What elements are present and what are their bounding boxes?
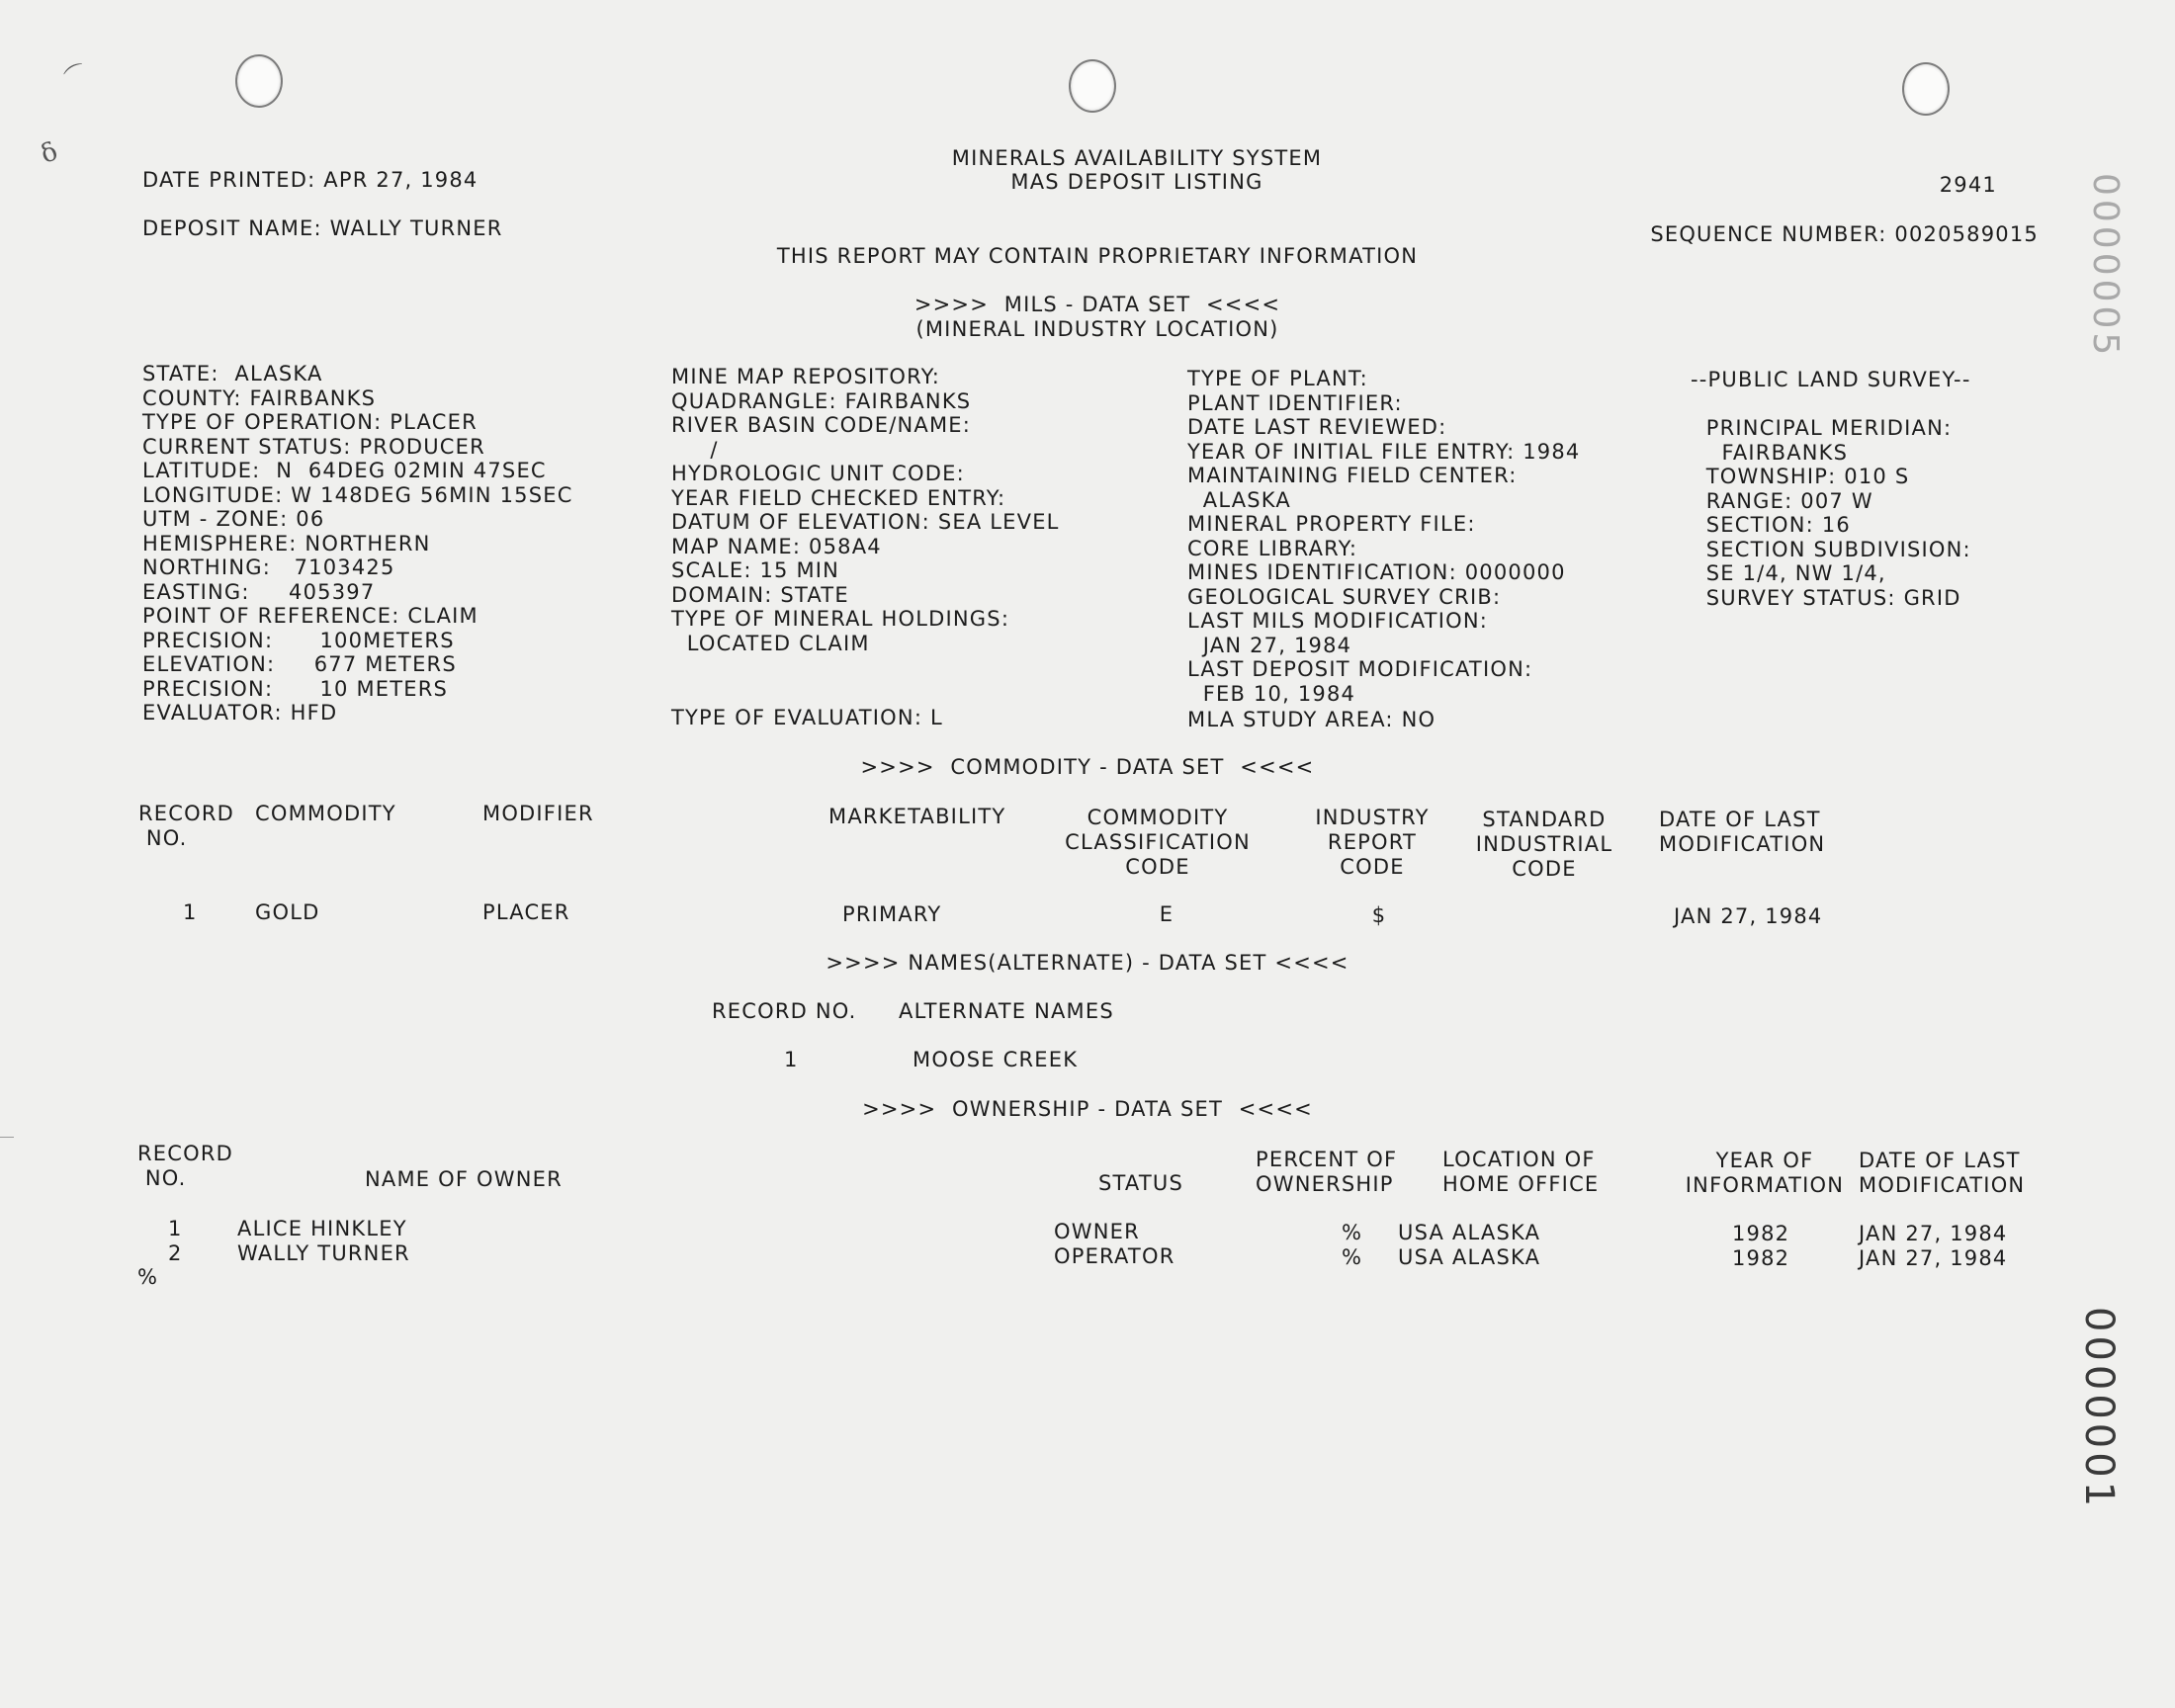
mils-field: UTM - ZONE: 06	[142, 507, 325, 531]
listing-title: MAS DEPOSIT LISTING	[1010, 170, 1263, 194]
mils-field: QUADRANGLE: FAIRBANKS	[671, 389, 972, 413]
names-heading: >>>> NAMES(ALTERNATE) - DATA SET <<<<	[826, 951, 1349, 975]
mils-field: RIVER BASIN CODE/NAME:	[671, 413, 972, 437]
sequence-number: SEQUENCE NUMBER: 0020589015	[1650, 222, 2039, 246]
mils-field: MLA STUDY AREA: NO	[1187, 708, 1436, 731]
cell-record: 1	[784, 1048, 799, 1071]
margin-pen-mark: ⌒	[61, 59, 93, 93]
mils-field: MINES IDENTIFICATION: 0000000	[1187, 560, 1566, 584]
col-header-record: RECORD NO.	[138, 802, 235, 850]
mils-field: SCALE: 15 MIN	[671, 558, 840, 582]
mils-field: POINT OF REFERENCE: CLAIM	[142, 604, 478, 628]
cell-owner-name: WALLY TURNER	[237, 1241, 410, 1265]
mils-field: CORE LIBRARY:	[1187, 537, 1358, 560]
mils-field: LOCATED CLAIM	[671, 632, 870, 655]
col-header-alternate-names: ALTERNATE NAMES	[899, 999, 1114, 1023]
col-header-modifier: MODIFIER	[482, 802, 594, 825]
cell-date-mod: JAN 27, 1984	[1674, 904, 1823, 928]
col-header-classification: COMMODITY CLASSIFICATION CODE	[1065, 806, 1251, 879]
survey-heading: --PUBLIC LAND SURVEY--	[1691, 368, 1971, 391]
mils-field: PRECISION: 10 METERS	[142, 677, 449, 701]
mils-field: LAST MILS MODIFICATION:	[1187, 609, 1489, 633]
cell-location: USA ALASKA	[1398, 1245, 1541, 1269]
col-header-commodity: COMMODITY	[255, 802, 396, 825]
cell-record: 2	[168, 1241, 183, 1265]
cell-owner-name: ALICE HINKLEY	[237, 1217, 407, 1240]
commodity-heading: >>>> COMMODITY - DATA SET <<<<	[860, 755, 1315, 779]
mils-field: TYPE OF MINERAL HOLDINGS:	[671, 607, 1010, 631]
mils-heading: >>>> MILS - DATA SET <<<<	[914, 293, 1281, 316]
mils-field: MAP NAME: 058A4	[671, 535, 882, 558]
col-header-sic-code: STANDARD INDUSTRIAL CODE	[1475, 808, 1613, 881]
mils-field: EVALUATOR: HFD	[142, 701, 338, 725]
mils-field: NORTHING: 7103425	[142, 555, 395, 579]
mils-field: GEOLOGICAL SURVEY CRIB:	[1187, 585, 1502, 609]
mils-field: LONGITUDE: W 148DEG 56MIN 15SEC	[142, 483, 573, 507]
cell-location: USA ALASKA	[1398, 1221, 1541, 1244]
cell-classification: E	[1159, 902, 1174, 926]
col-header-industry-code: INDUSTRY REPORT CODE	[1315, 806, 1430, 879]
cell-date-mod: JAN 27, 1984	[1859, 1246, 2008, 1270]
survey-field: PRINCIPAL MERIDIAN:	[1691, 416, 1953, 440]
col-header-year: YEAR OF INFORMATION	[1685, 1149, 1845, 1197]
cell-year: 1982	[1732, 1222, 1790, 1245]
system-title: MINERALS AVAILABILITY SYSTEM	[951, 146, 1323, 170]
cell-alternate-name: MOOSE CREEK	[913, 1048, 1079, 1071]
cell-record: 1	[183, 900, 198, 924]
mils-field: FEB 10, 1984	[1187, 682, 1356, 706]
survey-field: SECTION: 16	[1691, 513, 1851, 537]
cell-status: OPERATOR	[1054, 1244, 1175, 1268]
col-header-owner-name: NAME OF OWNER	[365, 1167, 563, 1191]
mils-field: JAN 27, 1984	[1187, 634, 1352, 657]
mils-field: LAST DEPOSIT MODIFICATION:	[1187, 657, 1533, 681]
mils-field: TYPE OF PLANT:	[1187, 367, 1368, 390]
mils-field: TYPE OF EVALUATION: L	[671, 706, 943, 729]
col-header-record: RECORD NO.	[712, 999, 857, 1023]
page-number: 2941	[1939, 173, 1997, 197]
mils-field: PLANT IDENTIFIER:	[1187, 391, 1403, 415]
punch-hole-right	[1902, 62, 1950, 116]
mils-field: DATUM OF ELEVATION: SEA LEVEL	[671, 510, 1060, 534]
mils-field: HEMISPHERE: NORTHERN	[142, 532, 431, 555]
col-header-status: STATUS	[1098, 1171, 1183, 1195]
survey-field: TOWNSHIP: 010 S	[1691, 465, 1910, 488]
mils-field: PRECISION: 100METERS	[142, 629, 455, 652]
mils-field: ELEVATION: 677 METERS	[142, 652, 457, 676]
mils-field: YEAR FIELD CHECKED ENTRY:	[671, 486, 1006, 510]
margin-pen-mark: δ	[37, 136, 62, 170]
date-printed: DATE PRINTED: APR 27, 1984	[142, 168, 478, 192]
survey-field: SE 1/4, NW 1/4,	[1691, 561, 1886, 585]
cell-status: OWNER	[1054, 1220, 1140, 1243]
cell-record: 1	[168, 1217, 183, 1240]
punch-hole-center	[1069, 59, 1116, 113]
mils-field: DOMAIN: STATE	[671, 583, 849, 607]
col-header-record: RECORD NO.	[137, 1142, 234, 1190]
mils-field: TYPE OF OPERATION: PLACER	[142, 410, 478, 434]
col-header-percent: PERCENT OF OWNERSHIP	[1256, 1148, 1398, 1196]
mils-field: EASTING: 405397	[142, 580, 376, 604]
mils-field: DATE LAST REVIEWED:	[1187, 415, 1447, 439]
mils-field: YEAR OF INITIAL FILE ENTRY: 1984	[1187, 440, 1581, 464]
col-header-marketability: MARKETABILITY	[828, 805, 1006, 828]
cell-year: 1982	[1732, 1246, 1790, 1270]
deposit-name: DEPOSIT NAME: WALLY TURNER	[142, 216, 503, 240]
cell-marketability: PRIMARY	[842, 902, 942, 926]
mils-field: STATE: ALASKA	[142, 362, 323, 385]
cell-modifier: PLACER	[482, 900, 570, 924]
mils-field: CURRENT STATUS: PRODUCER	[142, 435, 485, 459]
mils-field: /	[671, 438, 719, 462]
mils-field: LATITUDE: N 64DEG 02MIN 47SEC	[142, 459, 547, 482]
col-header-location: LOCATION OF HOME OFFICE	[1442, 1148, 1600, 1196]
margin-stamp-bottom: 0000001	[2076, 1307, 2122, 1511]
punch-hole-left	[235, 54, 283, 108]
survey-field: SURVEY STATUS: GRID	[1691, 586, 1961, 610]
mils-subheading: (MINERAL INDUSTRY LOCATION)	[915, 317, 1279, 341]
mils-field: MINE MAP REPOSITORY:	[671, 365, 941, 388]
mils-field: MINERAL PROPERTY FILE:	[1187, 512, 1476, 536]
cell-percent: %	[1342, 1245, 1363, 1269]
cell-date-mod: JAN 27, 1984	[1859, 1222, 2008, 1245]
mils-field: ALASKA	[1187, 488, 1291, 512]
ownership-trailer: %	[137, 1265, 159, 1289]
paper-edge-line	[0, 1137, 14, 1138]
mils-field: MAINTAINING FIELD CENTER:	[1187, 464, 1518, 487]
survey-field: SECTION SUBDIVISION:	[1691, 538, 1971, 561]
cell-commodity: GOLD	[255, 900, 320, 924]
ownership-heading: >>>> OWNERSHIP - DATA SET <<<<	[862, 1097, 1313, 1121]
mils-field: HYDROLOGIC UNIT CODE:	[671, 462, 965, 485]
mils-field: COUNTY: FAIRBANKS	[142, 386, 377, 410]
margin-stamp-top: 0000005	[2085, 173, 2126, 360]
col-header-date-mod: DATE OF LAST MODIFICATION	[1659, 808, 1826, 856]
cell-industry-code: $	[1371, 903, 1387, 927]
cell-percent: %	[1342, 1221, 1363, 1244]
proprietary-notice: THIS REPORT MAY CONTAIN PROPRIETARY INFORMATION	[776, 244, 1419, 268]
col-header-date-mod: DATE OF LAST MODIFICATION	[1859, 1149, 2026, 1197]
survey-field: RANGE: 007 W	[1691, 489, 1873, 513]
survey-field: FAIRBANKS	[1691, 441, 1849, 465]
